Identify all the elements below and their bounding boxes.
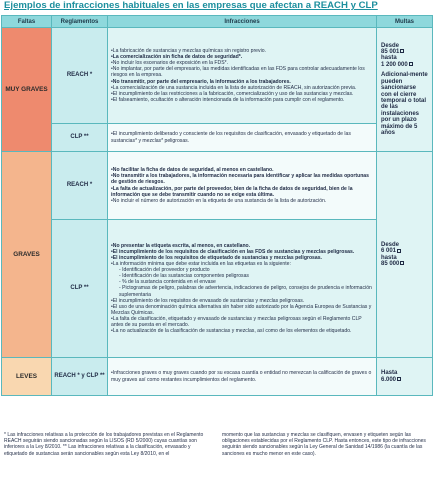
table-row	[2, 358, 433, 396]
infraction-item: •La fabricación de sustancias y mezclas químicas sin registro previo.	[111, 48, 266, 55]
multa-amount: 6.000	[381, 377, 428, 383]
header-faltas: Faltas	[2, 16, 52, 28]
multa-label: hasta	[381, 55, 397, 62]
infraction-item: •No facilitar la ficha de datos de seguridad, al menos en castellano.	[111, 167, 274, 174]
header-multas: Multas	[377, 16, 433, 28]
infraction-item: •La comercialización sin ficha de datos de seguridad*.	[111, 54, 243, 61]
infraction-item: •No implantar, por parte del empresario, las medidas identificadas en las FDS para controlar adecuadamente los riesgos en la empresa.	[111, 66, 365, 79]
table-row	[2, 124, 433, 152]
table-row	[2, 152, 433, 220]
multa-graves	[377, 152, 433, 358]
falta-muy-graves: MUY GRAVES	[2, 28, 52, 152]
multa-extra: Adicional-mente pueden sancionarse con el cierre temporal o total de las instalaciones por un plazo máximo de 5 años	[381, 72, 428, 136]
falta-leves: LEVES	[2, 358, 52, 396]
multa-amount: 6 001	[381, 248, 428, 254]
multa-muy-graves	[377, 28, 433, 152]
infraction-item: •La falta de actualización, por parte del proveedor, bien de la ficha de datos de seguridad, bien de la información que se debe transmitir cuando no se exige esta última.	[111, 185, 353, 198]
infracciones-list	[108, 152, 377, 220]
infraction-item: •El falseamiento, ocultación o alteración intencionada de la información para cumplir con el reglamento.	[111, 96, 345, 103]
infraction-item: •La comercialización de una sustancia incluida en la lista de autorización de REACH, sin autorización previa.	[111, 84, 357, 91]
infraction-item: •La información mínima que debe estar incluida en las etiquetas es la siguiente:	[111, 261, 291, 268]
infraction-item: •Infracciones graves o muy graves cuando por su escasa cuantía o entidad no merezcan la calificación de graves o muy graves así como restantes incumplimientos del reglamento.	[111, 370, 372, 383]
multa-label: hasta	[381, 254, 397, 261]
euro-box-icon	[400, 49, 404, 53]
infraction-item: •El incumplimiento de las restricciones a la fabricación, comercialización y uso de las sustancias y mezclas.	[111, 90, 354, 97]
euro-box-icon	[397, 377, 401, 381]
reglamento-clp: CLP **	[52, 124, 108, 152]
infraction-item: •La falta de clasificación, etiquetado y envasado de sustancias y mezclas peligrosas según el Reglamento CLP antes de su puesta en el mercado.	[111, 315, 362, 329]
infraction-item: •La no actualización de la clasificación de sustancias y mezclas, así como de los elementos de etiquetado.	[111, 328, 352, 335]
multa-amount: 85 000	[381, 261, 428, 267]
euro-box-icon	[397, 249, 401, 253]
infraction-item: •No transmitir, por parte del empresario, la información a los trabajadores.	[111, 78, 291, 85]
euro-box-icon	[409, 62, 413, 66]
multa-leves	[377, 358, 433, 396]
multa-label: Desde	[381, 241, 400, 248]
infraction-item: - Identificación de las sustancias componentes peligrosas	[119, 273, 249, 280]
infraction-item: •El uso de una denominación química alternativa sin haber sido autorizado por la Agencia Europea de Sustancias y Mezclas Químicas.	[111, 303, 372, 316]
infracciones-list	[108, 28, 377, 124]
reglamento-reach: REACH *	[52, 152, 108, 220]
reglamento-clp: CLP **	[52, 220, 108, 358]
infraction-item: •El incumplimiento de los requisitos de clasificación en las FDS de sustancias y mezclas peligrosas.	[111, 248, 355, 255]
table-row	[2, 220, 433, 358]
page-title: Ejemplos de infracciones habituales en las empresas que afectan a REACH y CLP	[4, 0, 378, 11]
table-header-row	[2, 16, 433, 28]
infraction-item: •El incumplimiento de los requisitos de envasado de sustancias y mezclas peligrosas.	[111, 297, 305, 304]
infraction-item: •No transmitir a los trabajadores, la información necesaria para identificar y aplicar las medidas oportunas de gestión de riesgos.	[111, 173, 369, 186]
multa-amount: 85 001	[381, 49, 428, 55]
table-row	[2, 28, 433, 124]
euro-box-icon	[400, 261, 404, 265]
infraction-item: - % de la sustancia contenida en el envase	[119, 279, 216, 286]
multa-label: Hasta	[381, 370, 398, 377]
infraction-item: •No incluir los escenarios de exposición en la FDS*.	[111, 60, 229, 67]
infraction-item: - Pictogramas de peligro, palabras de advertencia, indicaciones de peligro, consejos de prudencia e información suplementaria	[119, 285, 372, 298]
infraction-item: •El incumplimiento de los requisitos de etiquetado de sustancias y mezclas peligrosas.	[111, 254, 322, 261]
footnote-right: momento que las sustancias y mezclas se clasifiquen, envasen y etiqueten según las obligaciones establecidas por el Reglamento CLP. Hasta entonces, este tipo de infracciones seguirán siendo sancionables según la Ley General de Sanidad 14/1986 (la cuantía de las sanciones es mucho menor en este caso).	[222, 432, 426, 457]
header-reglamentos: Reglamentos	[52, 16, 108, 28]
reglamento-reach: REACH *	[52, 28, 108, 124]
infraction-item: - Identificación del proveedor y producto	[119, 267, 210, 274]
falta-graves: GRAVES	[2, 152, 52, 358]
infracciones-list	[108, 220, 377, 358]
infraction-item: •No presentar la etiqueta escrita, al menos, en castellano.	[111, 242, 251, 249]
reglamento-reach-clp: REACH * y CLP **	[52, 358, 108, 396]
infracciones-list	[108, 358, 377, 396]
footnote-left: * Las infracciones relativas a la protección de los trabajadores previstas en el Reglamento REACH seguirán siendo sancionadas según la LISOS (RD 5/2000) cuyas cuantías son inferiores a la Ley 8/2010. ** Las infracciones relativas a la clasificación, envasado y etiquetado de sustancias serán sancionables según esta Ley 8/2010, en el	[4, 432, 204, 457]
header-infracciones: Infracciones	[108, 16, 377, 28]
infraction-item: •No incluir el número de autorización en la etiqueta de una sustancia de la lista de autorización.	[111, 197, 327, 204]
multa-amount: 1 200 000	[381, 62, 428, 68]
infracciones-list	[108, 124, 377, 152]
infractions-table	[1, 15, 433, 396]
multa-label: Desde	[381, 42, 400, 49]
infraction-item: •El incumplimiento deliberado y consciente de los requisitos de clasificación, envasado y etiquetado de las sustancias* y mezclas* peligrosas.	[111, 131, 351, 144]
